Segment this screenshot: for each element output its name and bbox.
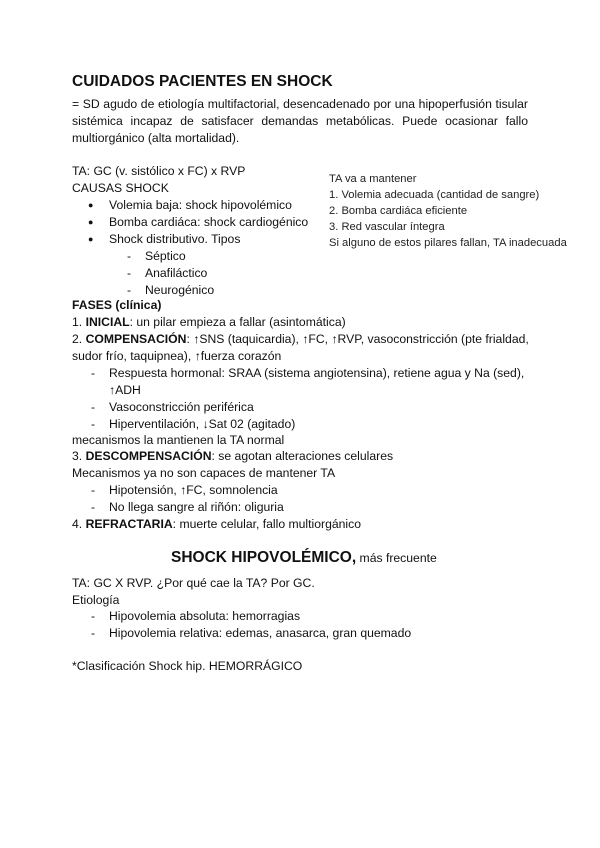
side-note-line: Si alguno de estos pilares fallan, TA inadecuada [329, 237, 567, 249]
fase-label: REFRACTARIA [85, 517, 173, 531]
fase-2-item: - Vasoconstricción periférica [109, 399, 254, 416]
fase-text: : muerte celular, fallo multiorgánico [172, 517, 361, 531]
etiologia-heading: Etiología [72, 593, 120, 607]
ta-formula: TA: GC (v. sistólico x FC) x RVP [72, 164, 246, 178]
fase-number: 3. [72, 449, 83, 463]
fase-number: 1. [72, 315, 83, 329]
fases-heading: FASES (clínica) [72, 298, 162, 312]
fase-2-note: mecanismos la mantienen la TA normal [72, 433, 285, 447]
section-heading [171, 548, 437, 568]
side-note-line: 1. Volemia adecuada (cantidad de sangre) [329, 189, 540, 201]
causa-item: ● Volemia baja: shock hipovolémico [109, 197, 292, 214]
fase-number: 4. [72, 517, 83, 531]
tipo-item: - Neurogénico [145, 282, 214, 299]
causa-item: ● Shock distributivo. Tipos [109, 231, 240, 248]
fase-2-item: - Respuesta hormonal: SRAA (sistema angiotensina), retiene agua y Na (sed), [109, 365, 524, 382]
fase-text: : ↑SNS (taquicardia), ↑FC, ↑RVP, vasoconstricción (pte frialdad, [186, 332, 529, 346]
side-note-line: TA va a mantener [329, 173, 417, 185]
tipo-item: - Anafiláctico [145, 265, 207, 282]
fase-3-item: - No llega sangre al riñón: oliguria [109, 499, 284, 516]
fase-label: INICIAL [85, 315, 130, 329]
fase-1 [72, 314, 346, 331]
causa-item: ● Bomba cardiáca: shock cardiogénico [109, 214, 308, 231]
fase-label: COMPENSACIÓN [85, 332, 187, 346]
fase-2-item: - Hiperventilación, ↓Sat 02 (agitado) [109, 416, 295, 433]
section-title: SHOCK HIPOVOLÉMICO, [171, 549, 357, 566]
fase-text: : se agotan alteraciones celulares [211, 449, 394, 463]
side-note-line: 2. Bomba cardiáca eficiente [329, 205, 468, 217]
fase-text: : un pilar empieza a fallar (asintomática) [129, 315, 346, 329]
causas-heading: CAUSAS SHOCK [72, 181, 169, 195]
etiologia-item: - Hipovolemia absoluta: hemorragias [109, 608, 300, 625]
fase-2-continuation: sudor frío, taquipnea), ↑fuerza corazón [72, 349, 282, 363]
section-subtitle: más frecuente [356, 551, 437, 565]
hipo-ta: TA: GC X RVP. ¿Por qué cae la TA? Por GC. [72, 576, 315, 590]
fase-3-note: Mecanismos ya no son capaces de mantener TA [72, 466, 336, 480]
fase-label: DESCOMPENSACIÓN [85, 449, 212, 463]
clasificacion-note: *Clasificación Shock hip. HEMORRÁGICO [72, 659, 303, 673]
fase-2-item-continuation: ↑ADH [109, 383, 141, 397]
page-title: CUIDADOS PACIENTES EN SHOCK [72, 73, 333, 90]
side-note-line: 3. Red vascular íntegra [329, 221, 445, 233]
fase-3-item: - Hipotensión, ↑FC, somnolencia [109, 482, 278, 499]
fase-number: 2. [72, 332, 83, 346]
fase-4 [72, 516, 361, 533]
etiologia-item: - Hipovolemia relativa: edemas, anasarca, gran quemado [109, 625, 411, 642]
fase-3 [72, 448, 393, 465]
intro-paragraph: = SD agudo de etiología multifactorial, desencadenado por una hipoperfusión tisular sistémica incapaz de satisfacer demandas metabólicas. Puede ocasionar fallo multiorgánico (alta mortalidad). [72, 97, 528, 145]
tipo-item: - Séptico [145, 248, 186, 265]
fase-2 [72, 331, 529, 348]
